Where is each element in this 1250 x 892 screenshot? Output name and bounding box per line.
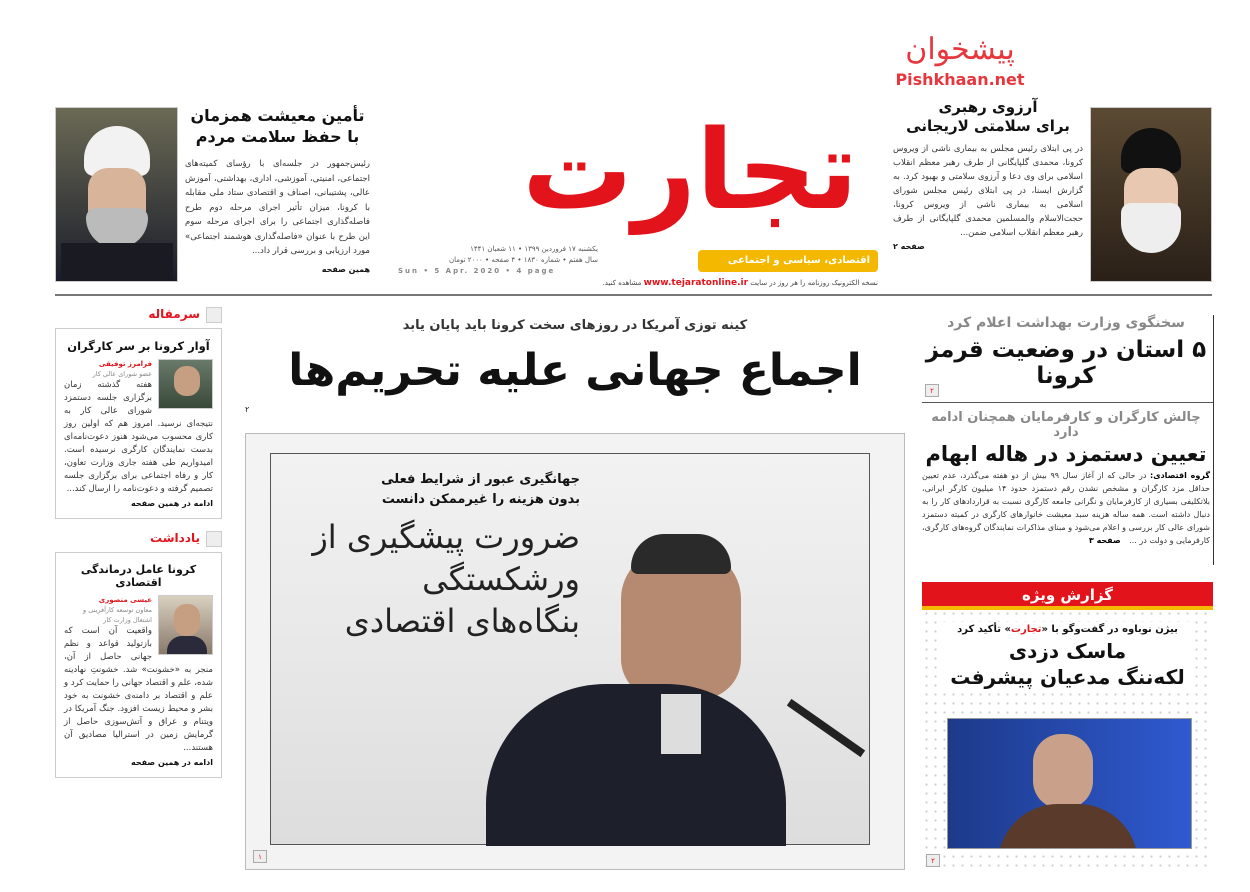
president-photo xyxy=(55,107,178,282)
divider xyxy=(922,402,1213,403)
author-photo xyxy=(158,359,213,409)
page-ref[interactable]: ۲ xyxy=(925,384,939,397)
editorial-box: آوار کرونا بر سر کارگران فرامرز توفیقی عضو شورای عالی کار هفته گذشته زمان برگزاری جلسه دستمزد شورای عالی کار به نتیجه‌ای نرسید. امروز هم که اولین روز کاری محسوب می‌شود هنوز دعوت‌نامه‌ای بدست نمایندگان کارگری نرسیده است. امیدواریم طی هفته جاری وزارت تعاون، کار و رفاه اجتماعی برای برگزاری جلسه تصمیم گرفته و دعوت‌نامه را ارسال کند... ادامه در همین صفحه xyxy=(55,328,222,519)
note-box: کرونا عامل درماندگی اقتصادی عیسی منصوری معاون توسعه کارآفرینی و اشتغال وزارت کار واقعیت آن است که بازتولید قواعد و نظم جهانی حاصل از آن، منجر به «خشونت» شد. خشونتِ نهادینه شده، علم و اقتصاد جهانی را حمایت کرد و علم و اقتصاد بر دامنه‌ی خشونت به خود بشر و محیط زیست افزود. جنگ آمریکا در ویتنام و عراق و آتش‌سوزی حاصل از گرمایش زمین در استرالیا مصادیق آن هستند... ادامه در همین صفحه xyxy=(55,552,222,778)
issue-fa: سال هفتم • شماره ۱۸۳۰ • ۴ صفحه • ۲۰۰۰ تومان xyxy=(448,256,598,264)
continue-link[interactable]: ادامه در همین صفحه xyxy=(131,758,213,767)
lead-headline[interactable]: اجماع جهانی علیه تحریم‌ها xyxy=(288,345,862,396)
special-label: گزارش ویژه xyxy=(922,582,1213,610)
leader-photo xyxy=(1090,107,1212,282)
story-president: تأمین معیشت همزمان با حفظ سلامت مردم رئیس‌جمهور در جلسه‌ای با رؤسای کمیته‌های اجتماعی، امنیتی، آموزشی، اداری، بهداشتی، آموزش عالی، پشتیبانی، اصناف و اقتصادی ستاد ملی مقابله با کرونا، میزان تأثیر اجرای مرحله دوم طرح فاصله‌گذاری اجتماعی را برای اجرای مرحله سوم این طرح با عنوان «فاصله‌گذاری هوشمند اجتماعی» مورد ارزیابی و بررسی قرار داد... همین صفحه xyxy=(185,106,370,274)
page-ref[interactable]: همین صفحه xyxy=(321,264,370,274)
author-photo xyxy=(158,595,213,655)
page-ref[interactable]: صفحه ۲ xyxy=(893,242,925,251)
main-story-text: جهانگیری عبور از شرایط فعلی بدون هزینه را غیرممکن دانست ضرورت پیشگیری از ورشکستگی بنگاه‌های اقتصادی xyxy=(290,470,580,642)
page-ref[interactable]: صفحه ۳ xyxy=(1088,536,1121,545)
editorial-title[interactable]: آوار کرونا بر سر کارگران xyxy=(67,339,210,353)
note-title[interactable]: کرونا عامل درماندگی اقتصادی xyxy=(80,563,197,589)
site-line: نسخه الکترونیک روزنامه را هر روز در سایت www.tejaratonline.ir مشاهده کنید. xyxy=(602,278,878,288)
story-leader: آرزوی رهبری برای سلامتی لاریجانی در پی ابتلای رئیس مجلس به بیماری ناشی از ویروس کرونا، محمدی گلپایگانی از طرف رهبر معظم انقلاب اسلامی برای وی دعا و آرزوی سلامتی و بهبود کرد. به گزارش ایسنا، در پی ابتلای رئیس مجلس شورای اسلامی به بیماری ناشی از ویروس کرونا، حجت‌الاسلام والمسلمین محمدی گلپایگانی از طرف رهبر معظم انقلاب اسلامی ضمن... صفحه ۲ xyxy=(893,98,1083,251)
lead-page: ۲ xyxy=(245,405,250,414)
story-wages: چالش کارگران و کارفرمایان همچنان ادامه دارد تعیین دستمزد در هاله ابهام گروه اقتصادی: در حالی که از آغاز سال ۹۹ بیش از دو هفته می‌گذرد، عدم تعیین حداقل مزد کارگران و مشخص نشدن رقم دستمزد حدود ۱۴ میلیون کارگر ایرانی، بلاتکلیفی بسیاری از کارفرمایان و نگرانی جامعه کارگری نسبت به قراردادهای کار را به دنبال داشته است. همه ساله هزینه سبد معیشت خانوارهای کارگری در کمیته دستمزد شورای عالی کار بررسی و اعلام می‌شود و مبنای مذاکرات نمایندگان گروه‌های کارگری، کارفرمایی و دولت در ... صفحه ۳ xyxy=(922,410,1210,545)
masthead xyxy=(398,100,878,290)
tagline: اقتصادی، سیاسی و اجتماعی xyxy=(727,255,870,266)
watermark: پیشخوان Pishkhaan.net xyxy=(895,32,1025,89)
site-url[interactable]: www.tejaratonline.ir xyxy=(643,278,749,288)
left-column xyxy=(55,305,222,778)
special-kicker: بیژن نوباوه در گفت‌وگو با «تجارت» تأکید کرد xyxy=(957,624,1178,635)
special-photo xyxy=(947,718,1192,849)
date-en: Sun • 5 Apr. 2020 • 4 page xyxy=(398,267,556,275)
main-page[interactable]: ۱ xyxy=(253,850,267,863)
editorial-section-label: سرمقاله xyxy=(55,305,222,325)
right-divider xyxy=(1213,315,1214,565)
page-ref[interactable]: ۲ xyxy=(926,854,940,867)
special-report xyxy=(922,582,1213,872)
tagline-band xyxy=(698,250,878,272)
main-headline[interactable]: ضرورت پیشگیری از ورشکستگی بنگاه‌های اقتصادی xyxy=(312,518,580,640)
story-provinces: سخنگوی وزارت بهداشت اعلام کرد ۵ استان در وضعیت قرمز کرونا xyxy=(922,315,1210,389)
continue-link[interactable]: ادامه در همین صفحه xyxy=(131,499,213,508)
story-headline[interactable]: ۵ استان در وضعیت قرمز کرونا xyxy=(925,337,1207,389)
header-rule xyxy=(55,294,1212,296)
story-headline[interactable]: تعیین دستمزد در هاله ابهام xyxy=(925,442,1207,466)
date-info xyxy=(398,244,598,277)
lead-kicker: کینه توزی آمریکا در روزهای سخت کرونا باید پایان یابد xyxy=(402,318,748,333)
date-fa: یکشنبه ۱۷ فروردین ۱۳۹۹ • ۱۱ شعبان ۱۴۴۱ xyxy=(470,245,598,253)
logo: تجارت xyxy=(522,106,858,234)
story-title: تأمین معیشت همزمان با حفظ سلامت مردم xyxy=(190,106,365,146)
story-title: آرزوی رهبری برای سلامتی لاریجانی xyxy=(906,98,1070,135)
special-headline[interactable]: ماسک دزدی لکه‌ننگ مدعیان پیشرفت xyxy=(950,639,1185,689)
note-section-label: یادداشت xyxy=(55,529,222,549)
